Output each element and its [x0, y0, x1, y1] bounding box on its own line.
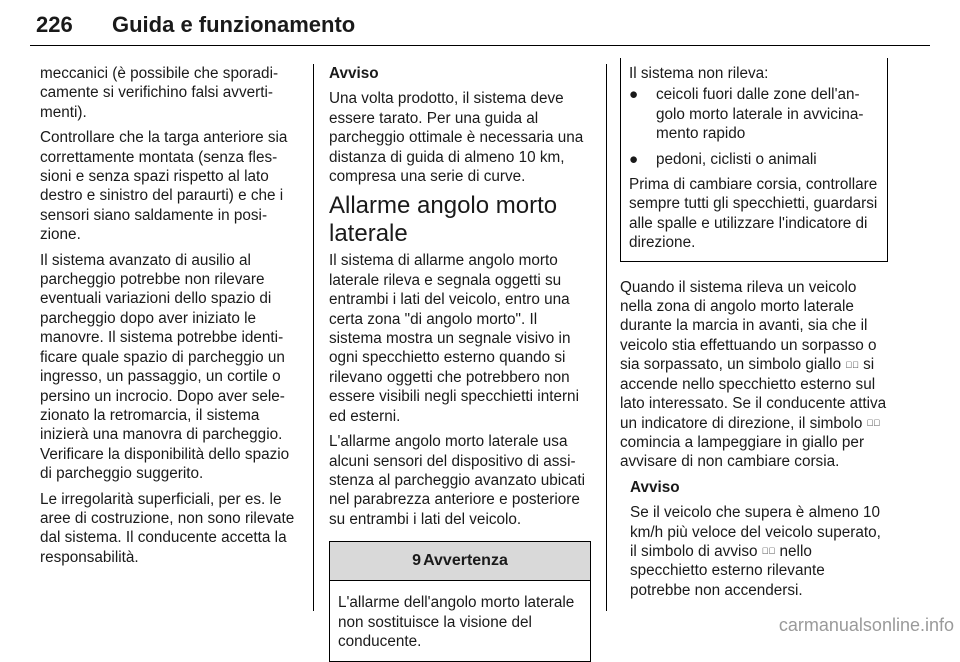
- paragraph-surface-irregularities: Le irregolarità superficiali, per es. le aree di costruzione, non sono rilevate dal sistema. Il conducente accetta la responsabilità.: [40, 490, 295, 566]
- note-speed-part2: nello specchietto esterno rilevante potrebbe non accendersi.: [630, 542, 825, 599]
- paragraph-advanced-park-assist: Il sistema avanzato di ausilio al parcheggio potrebbe non rilevare eventuali variazioni dello spazio di parcheggio dopo aver iniziato le manovre. Il sistema potrebbe identificare quale spazio di parcheggio un ingresso, un passaggio, un cortile o persino un incrocio. Dopo aver selezionato la retromarcia, il sistema inizierà una manovra di parcheggio. Verificare la disponibilità dello spazio di parcheggio suggerito.: [40, 251, 290, 483]
- warning-header: [330, 542, 590, 581]
- list-item: [629, 85, 879, 143]
- header-rule: [30, 45, 930, 46]
- limitations-box: [620, 58, 888, 262]
- note-calibration: Una volta prodotto, il sistema deve essere tarato. Per una guida al parcheggio ottimale è necessaria una distanza di guida di almeno 10 km, compresa una serie di curve.: [329, 90, 584, 186]
- limitations-closing: Prima di cambiare corsia, controllare sempre tutti gli specchietti, guardarsi alle spalle e utilizzare l'indicatore di direzione.: [629, 176, 878, 252]
- limitations-list: [629, 85, 879, 169]
- list-item-text: ceicoli fuori dalle zone dell'angolo morto laterale in avvicinamento rapido: [656, 86, 864, 143]
- warning-title: Avvertenza: [423, 552, 508, 570]
- blind-spot-warning-icon: ⬀⃞: [845, 359, 859, 370]
- paragraph-front-plate: Controllare che la targa anteriore sia correttamente montata (senza flessioni e senza spazi rispetto al lato destro e sinistro del paraurti) e che i sensori siano saldamente in posizione.: [40, 129, 288, 244]
- note-speed-text: [630, 503, 888, 600]
- paragraph-detection-part3: comincia a lampeggiare in giallo per avvisare di non cambiare corsia.: [620, 433, 865, 471]
- bullet-icon: ●: [629, 150, 639, 168]
- column-divider-right: [606, 64, 607, 611]
- paragraph-detection: [620, 278, 888, 472]
- column-left: [40, 64, 302, 573]
- blind-spot-warning-icon: ⬀⃞: [761, 546, 776, 557]
- paragraph-sensors-false-warnings: meccanici (è possibile che sporadicamente si verifichino falsi avvertimenti).: [40, 65, 279, 121]
- page-header: [30, 12, 930, 46]
- note-title: Avviso: [630, 478, 680, 496]
- blind-spot-warning-icon: ⬀⃞: [866, 417, 881, 428]
- section-heading-blind-spot: Allarme angolo morto laterale: [329, 192, 558, 248]
- limitations-intro: Il sistema non rileva:: [629, 65, 769, 82]
- column-right: [620, 64, 888, 606]
- paragraph-detection-part2: si accende nello specchietto esterno sul lato interessato. Se il conducente attiva un indicatore di direzione, il simbolo: [620, 356, 887, 432]
- section-title: Guida e funzionamento: [112, 12, 356, 37]
- bullet-icon: ●: [629, 86, 639, 104]
- paragraph-detection-part1: Quando il sistema rileva un veicolo nella zona di angolo morto laterale durante la marcia in avanti, sia che il veicolo stia effettuando un sorpasso o sia sorpassato, un simbolo giallo: [620, 278, 877, 374]
- list-item: [629, 150, 879, 169]
- watermark: carmanualsonline.info: [778, 615, 954, 635]
- warning-icon: 9: [412, 552, 422, 570]
- note-speed-part1: Se il veicolo che supera è almeno 10 km/h più veloce del veicolo superato, il simbolo di avviso: [630, 504, 881, 560]
- column-middle: [329, 64, 591, 662]
- note-speed: [620, 478, 888, 600]
- warning-box: [329, 541, 591, 662]
- column-divider-left: [313, 64, 314, 611]
- note-title: Avviso: [329, 65, 379, 82]
- list-item-text: pedoni, ciclisti o animali: [656, 150, 817, 168]
- warning-body: L'allarme dell'angolo morto laterale non sostituisce la visione del conducente.: [338, 594, 575, 650]
- paragraph-blind-spot-sensors: L'allarme angolo morto laterale usa alcuni sensori del dispositivo di assistenza al parcheggio avanzato ubicati nel parabrezza anteriore e posteriore su entrambi i lati del veicolo.: [329, 433, 585, 528]
- page-number: 226: [36, 12, 73, 37]
- paragraph-blind-spot-intro: Il sistema di allarme angolo morto laterale rileva e segnala oggetti su entrambi i lati del veicolo, entro una certa zona "di angolo morto". Il sistema mostra un segnale visivo in ogni specchietto esterno quando si rilevano oggetti che potrebbero non essere visibili negli specchietti interni ed esterni.: [329, 252, 579, 425]
